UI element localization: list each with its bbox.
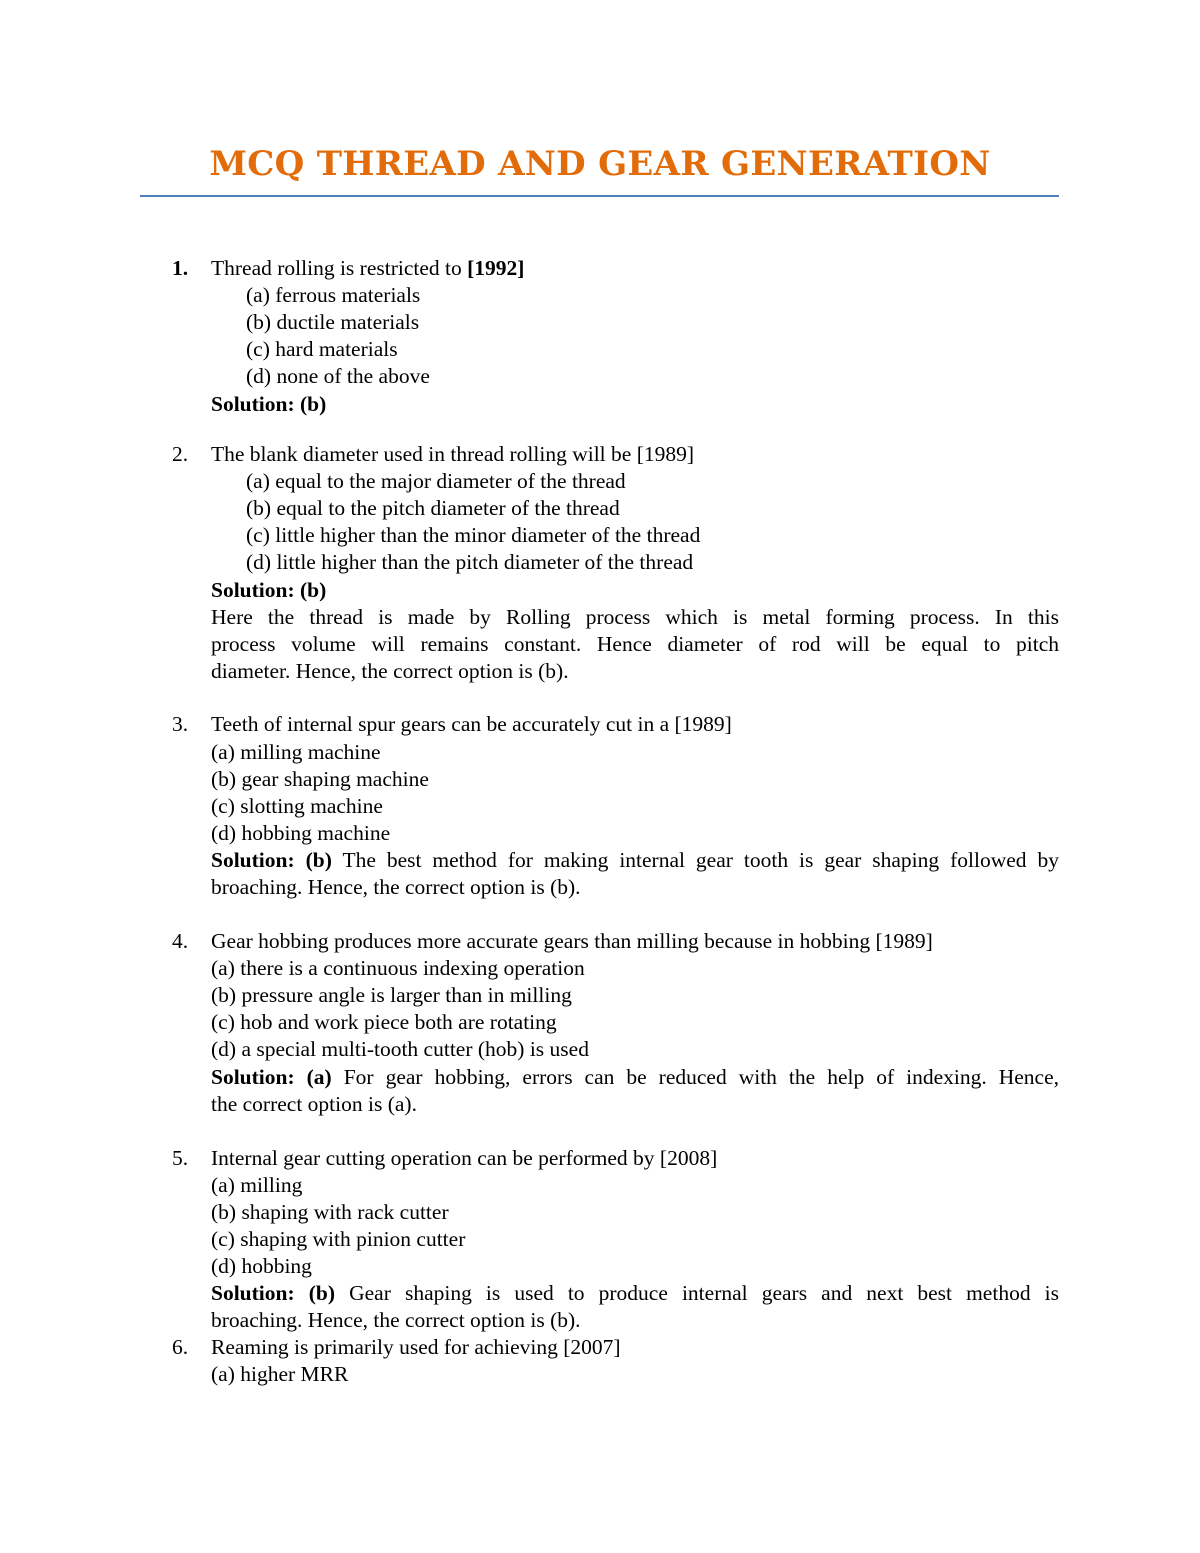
explanation-line: broaching. Hence, the correct option is (b). [211, 1308, 581, 1332]
question-stem: Gear hobbing produces more accurate gears than milling because in hobbing [1989] [211, 929, 933, 953]
solution: Solution: (b) Gear shaping is used to produce internal gears and next best method is [211, 1281, 1059, 1305]
question-number: 4. [172, 929, 189, 953]
question-stem: Teeth of internal spur gears can be accurately cut in a [1989] [211, 712, 732, 736]
option: (c) hob and work piece both are rotating [211, 1010, 557, 1034]
question-number: 2. [172, 442, 189, 466]
option: (a) there is a continuous indexing operation [211, 956, 585, 980]
option: (d) a special multi-tooth cutter (hob) is used [211, 1037, 589, 1061]
option: (b) gear shaping machine [211, 767, 429, 791]
option: (d) little higher than the pitch diameter of the thread [246, 550, 694, 574]
option: (d) hobbing [211, 1254, 312, 1278]
option: (d) none of the above [246, 364, 430, 388]
solution: Solution: (a) For gear hobbing, errors can be reduced with the help of indexing. Hence, [211, 1065, 1059, 1089]
question-number: 3. [172, 712, 189, 736]
option: (a) higher MRR [211, 1362, 349, 1386]
question-number: 1. [172, 256, 189, 280]
solution: Solution: (b) The best method for making internal gear tooth is gear shaping followed by [211, 848, 1059, 872]
option: (d) hobbing machine [211, 821, 391, 845]
option: (a) equal to the major diameter of the thread [246, 469, 626, 493]
explanation-line: broaching. Hence, the correct option is (b). [211, 875, 581, 899]
solution: Solution: (b) [211, 578, 327, 602]
option: (c) hard materials [246, 337, 398, 361]
document-title: MCQ THREAD AND GEAR GENERATION [209, 144, 991, 184]
solution: Solution: (b) [211, 392, 327, 416]
question-number: 6. [172, 1335, 189, 1359]
explanation-line: process volume will remains constant. Hence diameter of rod will be equal to pitch [211, 632, 1059, 656]
option: (a) milling machine [211, 740, 381, 764]
option: (c) shaping with pinion cutter [211, 1227, 466, 1251]
option: (a) milling [211, 1173, 303, 1197]
question-stem: Internal gear cutting operation can be performed by [2008] [211, 1146, 718, 1170]
explanation-line: the correct option is (a). [211, 1092, 417, 1116]
explanation-line: Here the thread is made by Rolling process which is metal forming process. In this [211, 605, 1059, 629]
question-stem: Reaming is primarily used for achieving [2007] [211, 1335, 621, 1359]
question-year: [1992] [467, 256, 525, 280]
question-number: 5. [172, 1146, 189, 1170]
option: (b) equal to the pitch diameter of the thread [246, 496, 620, 520]
option: (c) slotting machine [211, 794, 383, 818]
option: (a) ferrous materials [246, 283, 421, 307]
option: (b) pressure angle is larger than in milling [211, 983, 572, 1007]
option: (b) shaping with rack cutter [211, 1200, 449, 1224]
option: (b) ductile materials [246, 310, 420, 334]
question-stem: Thread rolling is restricted to [1992] [211, 256, 525, 280]
title-underline [140, 195, 1059, 197]
option: (c) little higher than the minor diameter of the thread [246, 523, 701, 547]
question-stem: The blank diameter used in thread rolling will be [1989] [211, 442, 695, 466]
explanation-line: diameter. Hence, the correct option is (b). [211, 659, 569, 683]
